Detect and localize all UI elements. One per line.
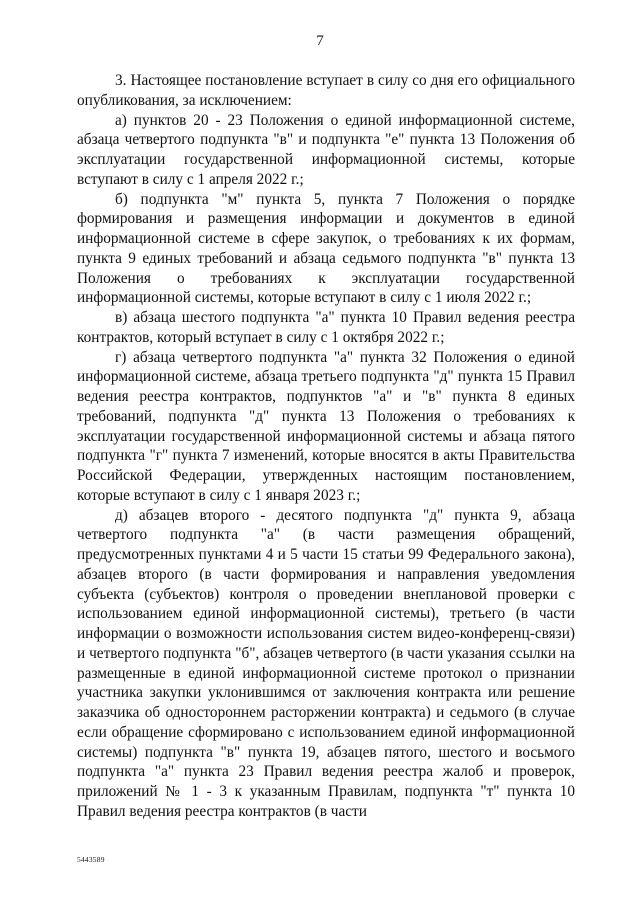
paragraph-item-v: в) абзаца шестого подпункта "а" пункта 10 Правил ведения реестра контрактов, который вступает в силу с 1 октября 2022 г.; [77, 309, 575, 346]
paragraph-3-intro: 3. Настоящее постановление вступает в силу со дня его официального опубликования, за исключением: [77, 72, 575, 109]
paragraph-item-g: г) абзаца четвертого подпункта "а" пункта 32 Положения о единой информационной системе, абзаца третьего подпункта "д" пункта 15 Правил ведения реестра контрактов, подпунктов "а" и "в" пункта 8 единых требований, подпункта "д" пункта 13 Положения о требованиях к эксплуатации государственной информационной системы и абзаца пятого подпункта "г" пункта 7 изменений, которые вносятся в акты Правительства Российской Федерации, утвержденных настоящим постановлением, которые вступают в силу с 1 января 2023 г.; [77, 348, 575, 504]
document-body [77, 71, 575, 822]
page-number: 7 [316, 33, 324, 49]
paragraph-item-d: д) абзацев второго - десятого подпункта "д" пункта 9, абзаца четвертого подпункта "а" (в части размещения обращений, предусмотренных пунктами 4 и 5 части 15 статьи 99 Федерального закона), абзацев второго (в части формирования и направления уведомления субъекта (субъектов) контроля о проведении внеплановой проверки с использованием единой информационной системы), третьего (в части информации о возможности использования систем видео-конференц-связи) и четвертого подпункта "б", абзацев четвертого (в части указания ссылки на размещенные в единой информационной системе протокол о признании участника закупки уклонившимся от заключения контракта или решение заказчика об одностороннем расторжении контракта) и седьмого (в случае если обращение сформировано с использованием единой информационной системы) подпункта "в" пункта 19, абзацев пятого, шестого и восьмого подпункта "а" пункта 23 Правил ведения реестра жалоб и проверок, приложений № 1 - 3 к указанным Правилам, подпункта "т" пункта 10 Правил ведения реестра контрактов (в части [77, 506, 575, 820]
document-code: 5443589 [77, 855, 105, 864]
paragraph-item-b: б) подпункта "м" пункта 5, пункта 7 Положения о порядке формирования и размещения информации и документов в единой информационной системе в сфере закупок, о требованиях к их формам, пункта 9 единых требований и абзаца седьмого подпункта "в" пункта 13 Положения о требованиях к эксплуатации государственной информационной системы, которые вступают в силу с 1 июля 2022 г.; [77, 190, 575, 307]
paragraph-item-a: а) пунктов 20 - 23 Положения о единой информационной системе, абзаца четвертого подпункта "в" и подпункта "е" пункта 13 Положения об эксплуатации государственной информационной системы, которые вступают в силу с 1 апреля 2022 г.; [77, 111, 575, 188]
